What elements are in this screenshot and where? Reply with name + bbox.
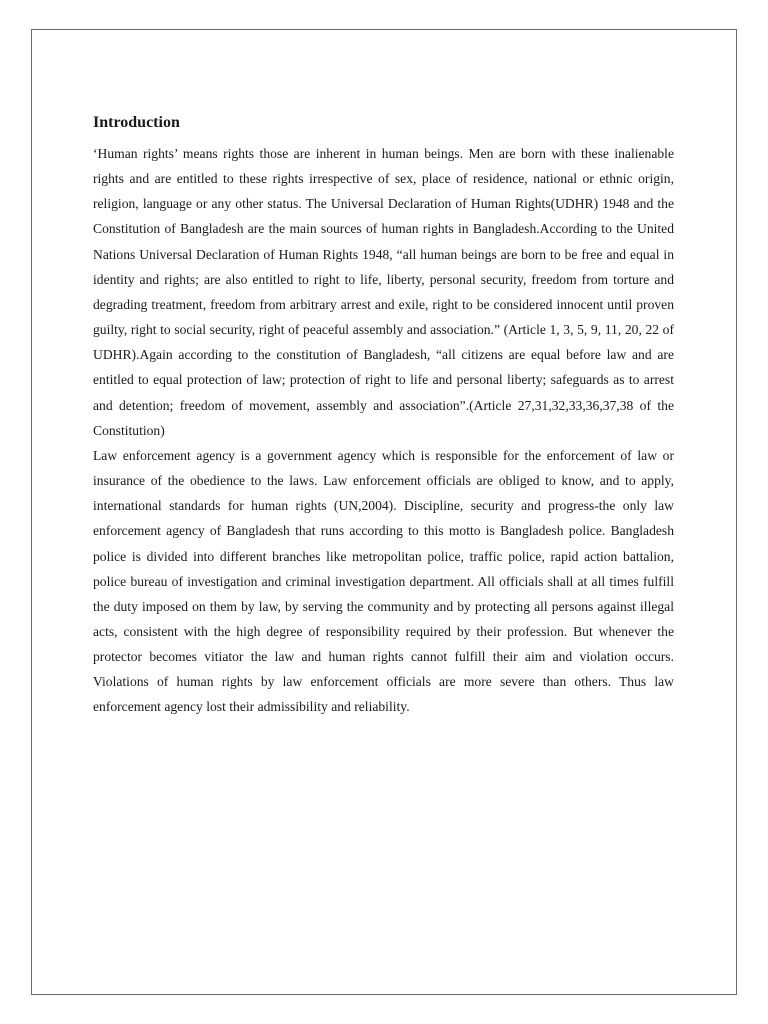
section-heading: Introduction (93, 114, 180, 131)
paragraph-human-rights: ‘Human rights’ means rights those are inherent in human beings. Men are born with these inalienable rights and are entitled to these rights irrespective of sex, place of residence, national or ethnic origin, religion, language or any other status. The Universal Declaration of Human Rights(UDHR) 1948 and the Constitution of Bangladesh are the main sources of human rights in Bangladesh.According to the United Nations Universal Declaration of Human Rights 1948, “all human beings are born to be free and equal in identity and rights; are also entitled to right to life, liberty, personal security, freedom from torture and degrading treatment, freedom from arbitrary arrest and exile, right to be considered innocent until proven guilty, right to social security, right of peaceful assembly and association.” (Article 1, 3, 5, 9, 11, 20, 22 of UDHR).Again according to the constitution of Bangladesh, “all citizens are equal before law and are entitled to equal protection of law; protection of right to life and personal liberty; safeguards as to arrest and detention; freedom of movement, assembly and association”.(Article 27,31,32,33,36,37,38 of the Constitution) (93, 146, 674, 438)
document-body (93, 113, 674, 720)
paragraph-law-enforcement: Law enforcement agency is a government agency which is responsible for the enforcement of law or insurance of the obedience to the laws. Law enforcement officials are obliged to know, and to apply, international standards for human rights (UN,2004). Discipline, security and progress-the only law enforcement agency of Bangladesh that runs according to this motto is Bangladesh police. Bangladesh police is divided into different branches like metropolitan police, traffic police, rapid action battalion, police bureau of investigation and criminal investigation department. All officials shall at all times fulfill the duty imposed on them by law, by serving the community and by protecting all persons against illegal acts, consistent with the high degree of responsibility required by their profession. But whenever the protector becomes vitiator the law and human rights cannot fulfill their aim and violation occurs. Violations of human rights by law enforcement officials are more severe than others. Thus law enforcement agency lost their admissibility and reliability. (93, 447, 674, 715)
